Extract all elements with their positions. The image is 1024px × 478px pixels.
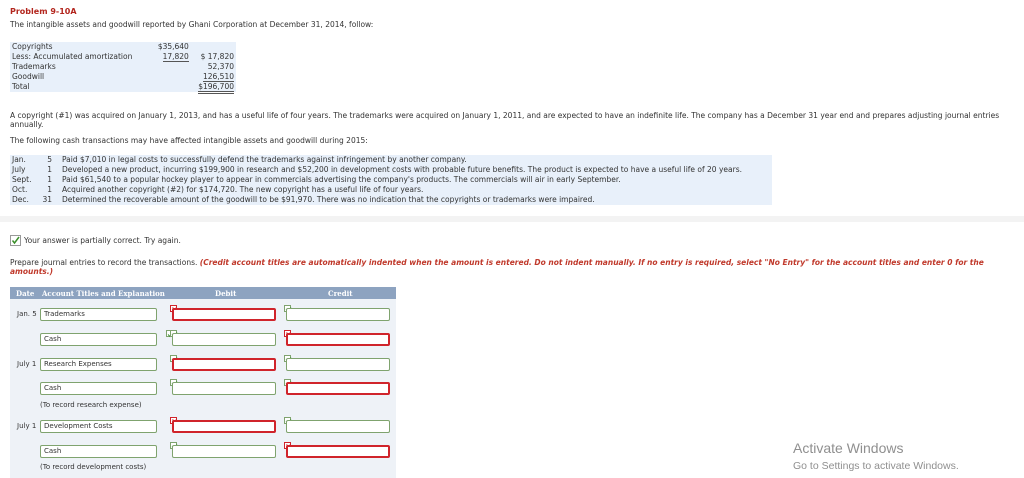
transaction-day: 1	[47, 165, 52, 174]
transaction-month: Dec.	[12, 195, 29, 204]
transaction-month: Jan.	[12, 155, 26, 164]
debit-input[interactable]	[172, 333, 276, 346]
problem-paragraph-transactions: The following cash transactions may have affected intangible assets and goodwill during 2015:	[10, 136, 368, 145]
account-title-input[interactable]: Development Costs	[40, 420, 157, 433]
header-debit: Debit	[215, 289, 237, 298]
problem-panel	[0, 0, 1024, 216]
transaction-text: Acquired another copyright (#2) for $174,720. The new copyright has a useful life of four years.	[62, 185, 424, 194]
instructions	[10, 258, 1000, 276]
balance-label: Trademarks	[12, 62, 56, 71]
transaction-row	[10, 175, 772, 185]
balance-row	[10, 52, 236, 62]
header-credit: Credit	[328, 289, 353, 298]
transaction-text: Paid $61,540 to a popular hockey player to appear in commercials advertising the company's products. The commercials will air in early September.	[62, 175, 621, 184]
balance-amount1	[151, 62, 191, 72]
journal-row	[10, 444, 396, 464]
header-account: Account Titles and Explanation	[42, 289, 165, 298]
journal-row	[10, 357, 396, 377]
balance-amount2: 126,510	[202, 72, 234, 81]
balance-amount1: 17,820	[162, 52, 189, 61]
header-date: Date	[16, 289, 35, 298]
balance-amount1	[151, 72, 191, 82]
account-title-input[interactable]: Trademarks	[40, 308, 157, 321]
activate-windows-subtitle: Go to Settings to activate Windows.	[793, 460, 959, 472]
credit-input[interactable]	[286, 358, 390, 371]
account-title-input[interactable]: Cash	[40, 445, 157, 458]
account-title-input[interactable]: Cash	[40, 382, 157, 395]
instructions-plain: Prepare journal entries to record the transactions.	[10, 258, 200, 267]
entry-memo: (To record development costs)	[40, 463, 147, 471]
transaction-row	[10, 195, 772, 205]
journal-header	[10, 287, 396, 299]
balance-label: Copyrights	[12, 42, 53, 51]
transaction-day: 1	[47, 185, 52, 194]
account-title-input[interactable]: Research Expenses	[40, 358, 157, 371]
transaction-text: Determined the recoverable amount of the goodwill to be $91,970. There was no indication that the copyrights or trademarks were impaired.	[62, 195, 595, 204]
balance-total: $196,700	[198, 82, 234, 94]
problem-paragraph: A copyright (#1) was acquired on January 1, 2013, and has a useful life of four years. The trademarks were acquired on January 1, 2011, and are expected to have an indefinite life. The company has a December 31 year end and prepares adjusting journal entries annually.	[10, 111, 1000, 129]
pencil-check-icon	[10, 235, 21, 246]
balance-amount2: 52,370	[207, 62, 234, 71]
balance-row	[10, 72, 236, 82]
balance-table	[10, 42, 236, 92]
balance-label: Less: Accumulated amortization	[12, 52, 133, 61]
balance-row	[10, 82, 236, 92]
transaction-day: 5	[47, 155, 52, 164]
entry-date: Jan. 5	[17, 310, 37, 318]
activate-windows-title: Activate Windows	[793, 440, 904, 456]
journal-table	[10, 287, 396, 478]
journal-row	[10, 419, 396, 439]
debit-input[interactable]	[172, 445, 276, 458]
entry-date: July 1	[17, 422, 37, 430]
transaction-day: 31	[42, 195, 52, 204]
transaction-month: July	[12, 165, 26, 174]
credit-input[interactable]	[286, 445, 390, 458]
transaction-row	[10, 155, 772, 165]
balance-amount1	[151, 82, 191, 92]
transaction-row	[10, 185, 772, 195]
credit-input[interactable]	[286, 420, 390, 433]
credit-input[interactable]	[286, 382, 390, 395]
journal-row	[10, 307, 396, 327]
transaction-month: Oct.	[12, 185, 28, 194]
balance-amount1: $35,640	[157, 42, 189, 51]
answer-status	[10, 235, 181, 246]
debit-input[interactable]	[172, 308, 276, 321]
debit-input[interactable]	[172, 358, 276, 371]
entry-memo: (To record research expense)	[40, 401, 142, 409]
balance-label: Goodwill	[12, 72, 45, 81]
credit-input[interactable]	[286, 333, 390, 346]
journal-row	[10, 332, 396, 352]
debit-input[interactable]	[172, 382, 276, 395]
debit-input[interactable]	[172, 420, 276, 433]
entry-date: July 1	[17, 360, 37, 368]
instructions-italic: (Credit account titles are automatically indented when the amount is entered. Do not indent manually. If no entry is required, select "No Entry" for the account titles and enter 0 for the amounts.)	[10, 258, 984, 276]
problem-intro: The intangible assets and goodwill reported by Ghani Corporation at December 31, 2014, follow:	[10, 20, 374, 29]
journal-row	[10, 381, 396, 401]
transaction-text: Paid $7,010 in legal costs to successfully defend the trademarks against infringement by another company.	[62, 155, 467, 164]
balance-label: Total	[12, 82, 30, 91]
balance-amount2	[191, 42, 236, 52]
balance-row	[10, 62, 236, 72]
transaction-month: Sept.	[12, 175, 32, 184]
status-text: Your answer is partially correct. Try again.	[24, 236, 181, 245]
transactions-table	[10, 155, 772, 205]
problem-title: Problem 9-10A	[10, 7, 77, 16]
credit-input[interactable]	[286, 308, 390, 321]
transaction-row	[10, 165, 772, 175]
balance-row	[10, 42, 236, 52]
transaction-text: Developed a new product, incurring $199,900 in research and $52,200 in development costs with probable future benefits. The product is expected to have a useful life of 20 years.	[62, 165, 742, 174]
transaction-day: 1	[47, 175, 52, 184]
balance-amount2: $ 17,820	[200, 52, 234, 61]
account-title-input[interactable]: Cash	[40, 333, 157, 346]
